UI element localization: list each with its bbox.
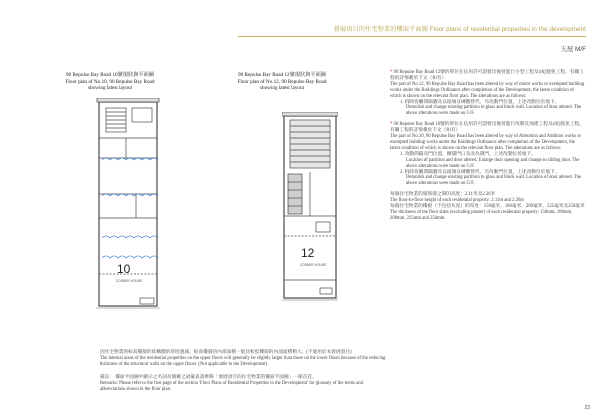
unit-label-12: CORNER HOUSE (300, 263, 327, 267)
remarks-note (100, 375, 396, 392)
floor-plan-no12 (282, 112, 338, 302)
header-divider (238, 36, 586, 37)
left-plan-caption (50, 72, 170, 92)
note-marker: * (390, 70, 393, 75)
internal-area-note (100, 350, 396, 367)
floor-height-en: The floor-to-floor height of each residential property: 2.11m and 2.26m (390, 198, 524, 204)
section-label: 天屋 M/F (560, 46, 586, 53)
note1-zh: 90 Repulse Bay Road 12號的單位在佔用許可證發出後曾進行小型工程及(或)豁免工程。有關工程的詳情載於下文（如有） (390, 70, 584, 81)
note-marker: * (390, 122, 393, 128)
note1-en: The part of No.12, 90 Repulse Bay Road has been altered by way of minor works or exempted building works under the Buildings Ordinance after completion of the Development, the latest condition of which is shown on the relevant floor plan. The alterations are as follows: (390, 81, 585, 99)
internal-area-en: The internal areas of the residential properties on the upper floors will generally be slightly larger than those on the lower floors because of the reducing thickness of the structural walls on the upper floors. (Not applicable to the Development) (100, 355, 386, 367)
unit-number-12: 12 (301, 246, 315, 260)
note2-item2-zh: 2. 拆除客廳間隔牆及以玻璃及磚牆替代，另改動門位置，上述改動位於地下。 (400, 169, 560, 175)
note2-en: The part of No.10, 90 Repulse Bay Road has been altered by way of Alteration and Addition works or exempted building works under the Buildings Ordinance after completion of the Development, the latest condition of which is shown on the relevant floor plan. The alterations are as follows: (390, 134, 582, 151)
remarks-en1: Remarks: Please refer to the first page of the section 'Floor Plans of Residential Properties in the Development' for glossary of the terms and (100, 380, 363, 386)
note2-item1-en: Location of partition and door altered. Enlarge door opening and change to sliding door. The above alterations were made on G/F. (406, 157, 580, 169)
left-caption-zh: 90 Repulse Bay Road 10號現狀與平面圖 (66, 72, 154, 78)
remarks-en2: abbreviations shown in the floor plan. (100, 386, 172, 392)
note1-item1-zh: 1. 拆除客廳間隔牆及以玻璃及磚牆替代，另改動門位置，上述改動位於地下。 (400, 99, 560, 105)
slab-thickness-zh: 每個住宅物業的樓板（不包括灰泥）的厚度：150毫米、180毫米、200毫米、225毫米及250毫米 (390, 204, 585, 210)
left-caption-en1: Floor plan of No.10, 90 Repulse Bay Road (65, 78, 155, 85)
right-plan-caption (222, 72, 342, 92)
right-caption-en1: Floor plan of No.12, 90 Repulse Bay Road (237, 78, 327, 85)
left-caption-en2: showing latest layout (87, 85, 133, 91)
note2-zh: 90 Repulse Bay Road 10號的單位在佔用許可證發出後曾進行改動及加建工程及(或)豁免工程。有關工程的詳情載於下文（如有） (390, 122, 584, 134)
unit-number-10: 10 (117, 262, 131, 276)
note1-item1-en: Demolish and change existing partition to glass and block wall. Location of door altered. The above alterations were made on G/F. (406, 105, 582, 117)
unit-label-10: CORNER HOUSE (116, 279, 143, 283)
right-caption-en2: showing latest layout (259, 85, 305, 91)
page-number: 23 (584, 405, 590, 411)
remarks-zh: 備註： 樓面平面圖中顯示之名詞及簡稱之詞彙表請參閱「發展項目的住宅物業的樓面平面圖」一節首頁。 (100, 375, 317, 380)
alteration-notes (390, 70, 586, 222)
note2-item2-en: Demolish and change existing partition to glass and block wall. Location of door altered. The above alterations were made on G/F. (406, 175, 582, 187)
note2-item1-zh: 1. 改動間隔及門位置，擴闊門口及改為趟門，上述改動位於地下。 (400, 151, 536, 157)
slab-thickness-en: The thickness of the floor slabs (excluding plaster) of each residential property: 150mm, 180mm, 200mm, 225mm and 250mm. (390, 209, 573, 221)
page-title: 發展項目的住宅物業的樓面平面圖 Floor plans of residential properties in the development (333, 26, 586, 33)
right-caption-zh: 90 Repulse Bay Road 12號現狀與平面圖 (238, 72, 326, 78)
floor-height-zh: 每個住宅物業的層與層之間的高度：2.11米及2.26米 (390, 192, 496, 198)
internal-area-zh: 因住宅物業的較高樓層的結構牆的厚度遞減，較高樓層的內部面積一般比較低樓層的內部面積稍大。(不適用於本發展項目) (100, 350, 352, 355)
